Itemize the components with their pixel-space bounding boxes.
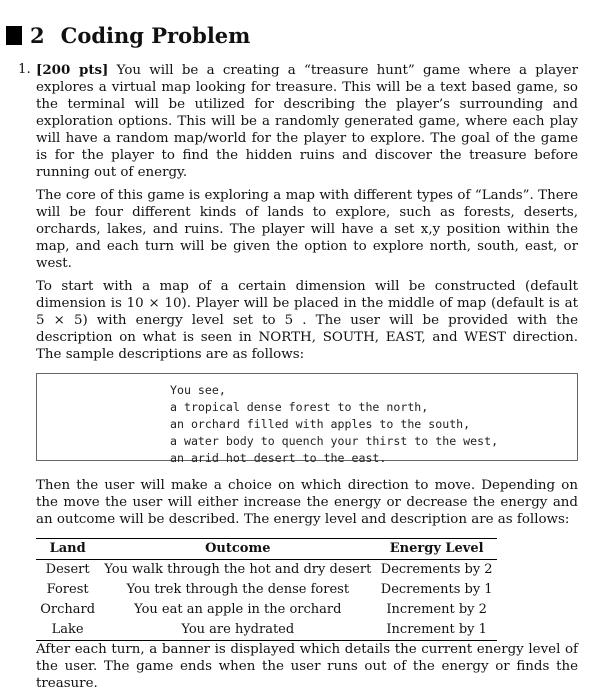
sample-output-box: [36, 373, 578, 465]
points-label: [200 pts]: [36, 62, 109, 78]
start-paragraph: To start with a map of a certain dimension will be constructed (default dimension is 10 × 10). Player will be placed in the middle of map (default is at 5 × 5) with energy level set to 5 . The user will be provided with the description on what is seen in NORTH, SOUTH, EAST, and WEST direction. The sample descriptions are as follows:: [36, 279, 578, 362]
intro-paragraph: [36, 62, 578, 181]
problem-marker: 1.: [18, 62, 31, 77]
sample-line: a tropical dense forest to the north,: [170, 400, 429, 414]
sample-line: You see,: [170, 383, 226, 397]
section-number: 2: [30, 23, 45, 48]
table-row: [36, 560, 497, 581]
sample-line: a water body to quench your thirst to the west,: [170, 434, 499, 448]
section-marker-square: [6, 26, 22, 45]
table-row: [36, 580, 497, 600]
cell-land: Lake: [51, 622, 84, 637]
table-row: [36, 620, 497, 641]
problem-body: [36, 62, 578, 692]
cell-energy: Increment by 1: [386, 622, 487, 637]
header-energy: Energy Level: [389, 541, 484, 556]
cell-outcome: You eat an apple in the orchard: [134, 602, 342, 617]
after-paragraph: After each turn, a banner is displayed which details the current energy level of the user. The game ends when the user runs out of the energy or finds the treasure.: [36, 642, 578, 691]
cell-outcome: You are hydrated: [181, 622, 295, 637]
then-paragraph: Then the user will make a choice on which direction to move. Depending on the move the user will either increase the energy or decrease the energy and an outcome will be described. The energy level and description are as follows:: [36, 478, 578, 527]
core-paragraph: The core of this game is exploring a map with different types of “Lands”. There will be four different kinds of lands to explore, such as forests, deserts, orchards, lakes, and ruins. The player will have a set x,y position within the map, and each turn will be given the option to explore north, south, east, or west.: [36, 188, 578, 271]
cell-energy: Increment by 2: [386, 602, 487, 617]
cell-outcome: You walk through the hot and dry desert: [104, 562, 372, 577]
section-title: Coding Problem: [60, 23, 251, 48]
sample-line: an orchard filled with apples to the south,: [170, 417, 471, 431]
sample-line: an arid hot desert to the east.: [170, 451, 387, 465]
cell-land: Desert: [45, 562, 90, 577]
header-outcome: Outcome: [205, 541, 271, 556]
cell-energy: Decrements by 1: [380, 582, 493, 597]
section-heading: [6, 23, 250, 48]
intro-text: You will be a creating a “treasure hunt” game where a player explores a virtual map looking for treasure. This will be a text based game, so the terminal will be utilized for describing the player’s surrounding and exploration options. This will be a randomly generated game, where each play will have a random map/world for the player to explore. The goal of the game is for the player to find the hidden ruins and discover the treasure before running out of energy.: [36, 63, 579, 180]
cell-land: Forest: [46, 582, 89, 597]
cell-land: Orchard: [40, 602, 96, 617]
problem-item: [18, 62, 578, 698]
cell-outcome: You trek through the dense forest: [126, 582, 350, 597]
table-header-row: [36, 539, 497, 560]
header-land: Land: [49, 541, 86, 556]
cell-energy: Decrements by 2: [380, 562, 493, 577]
table-row: [36, 600, 497, 620]
energy-table: [36, 538, 497, 641]
